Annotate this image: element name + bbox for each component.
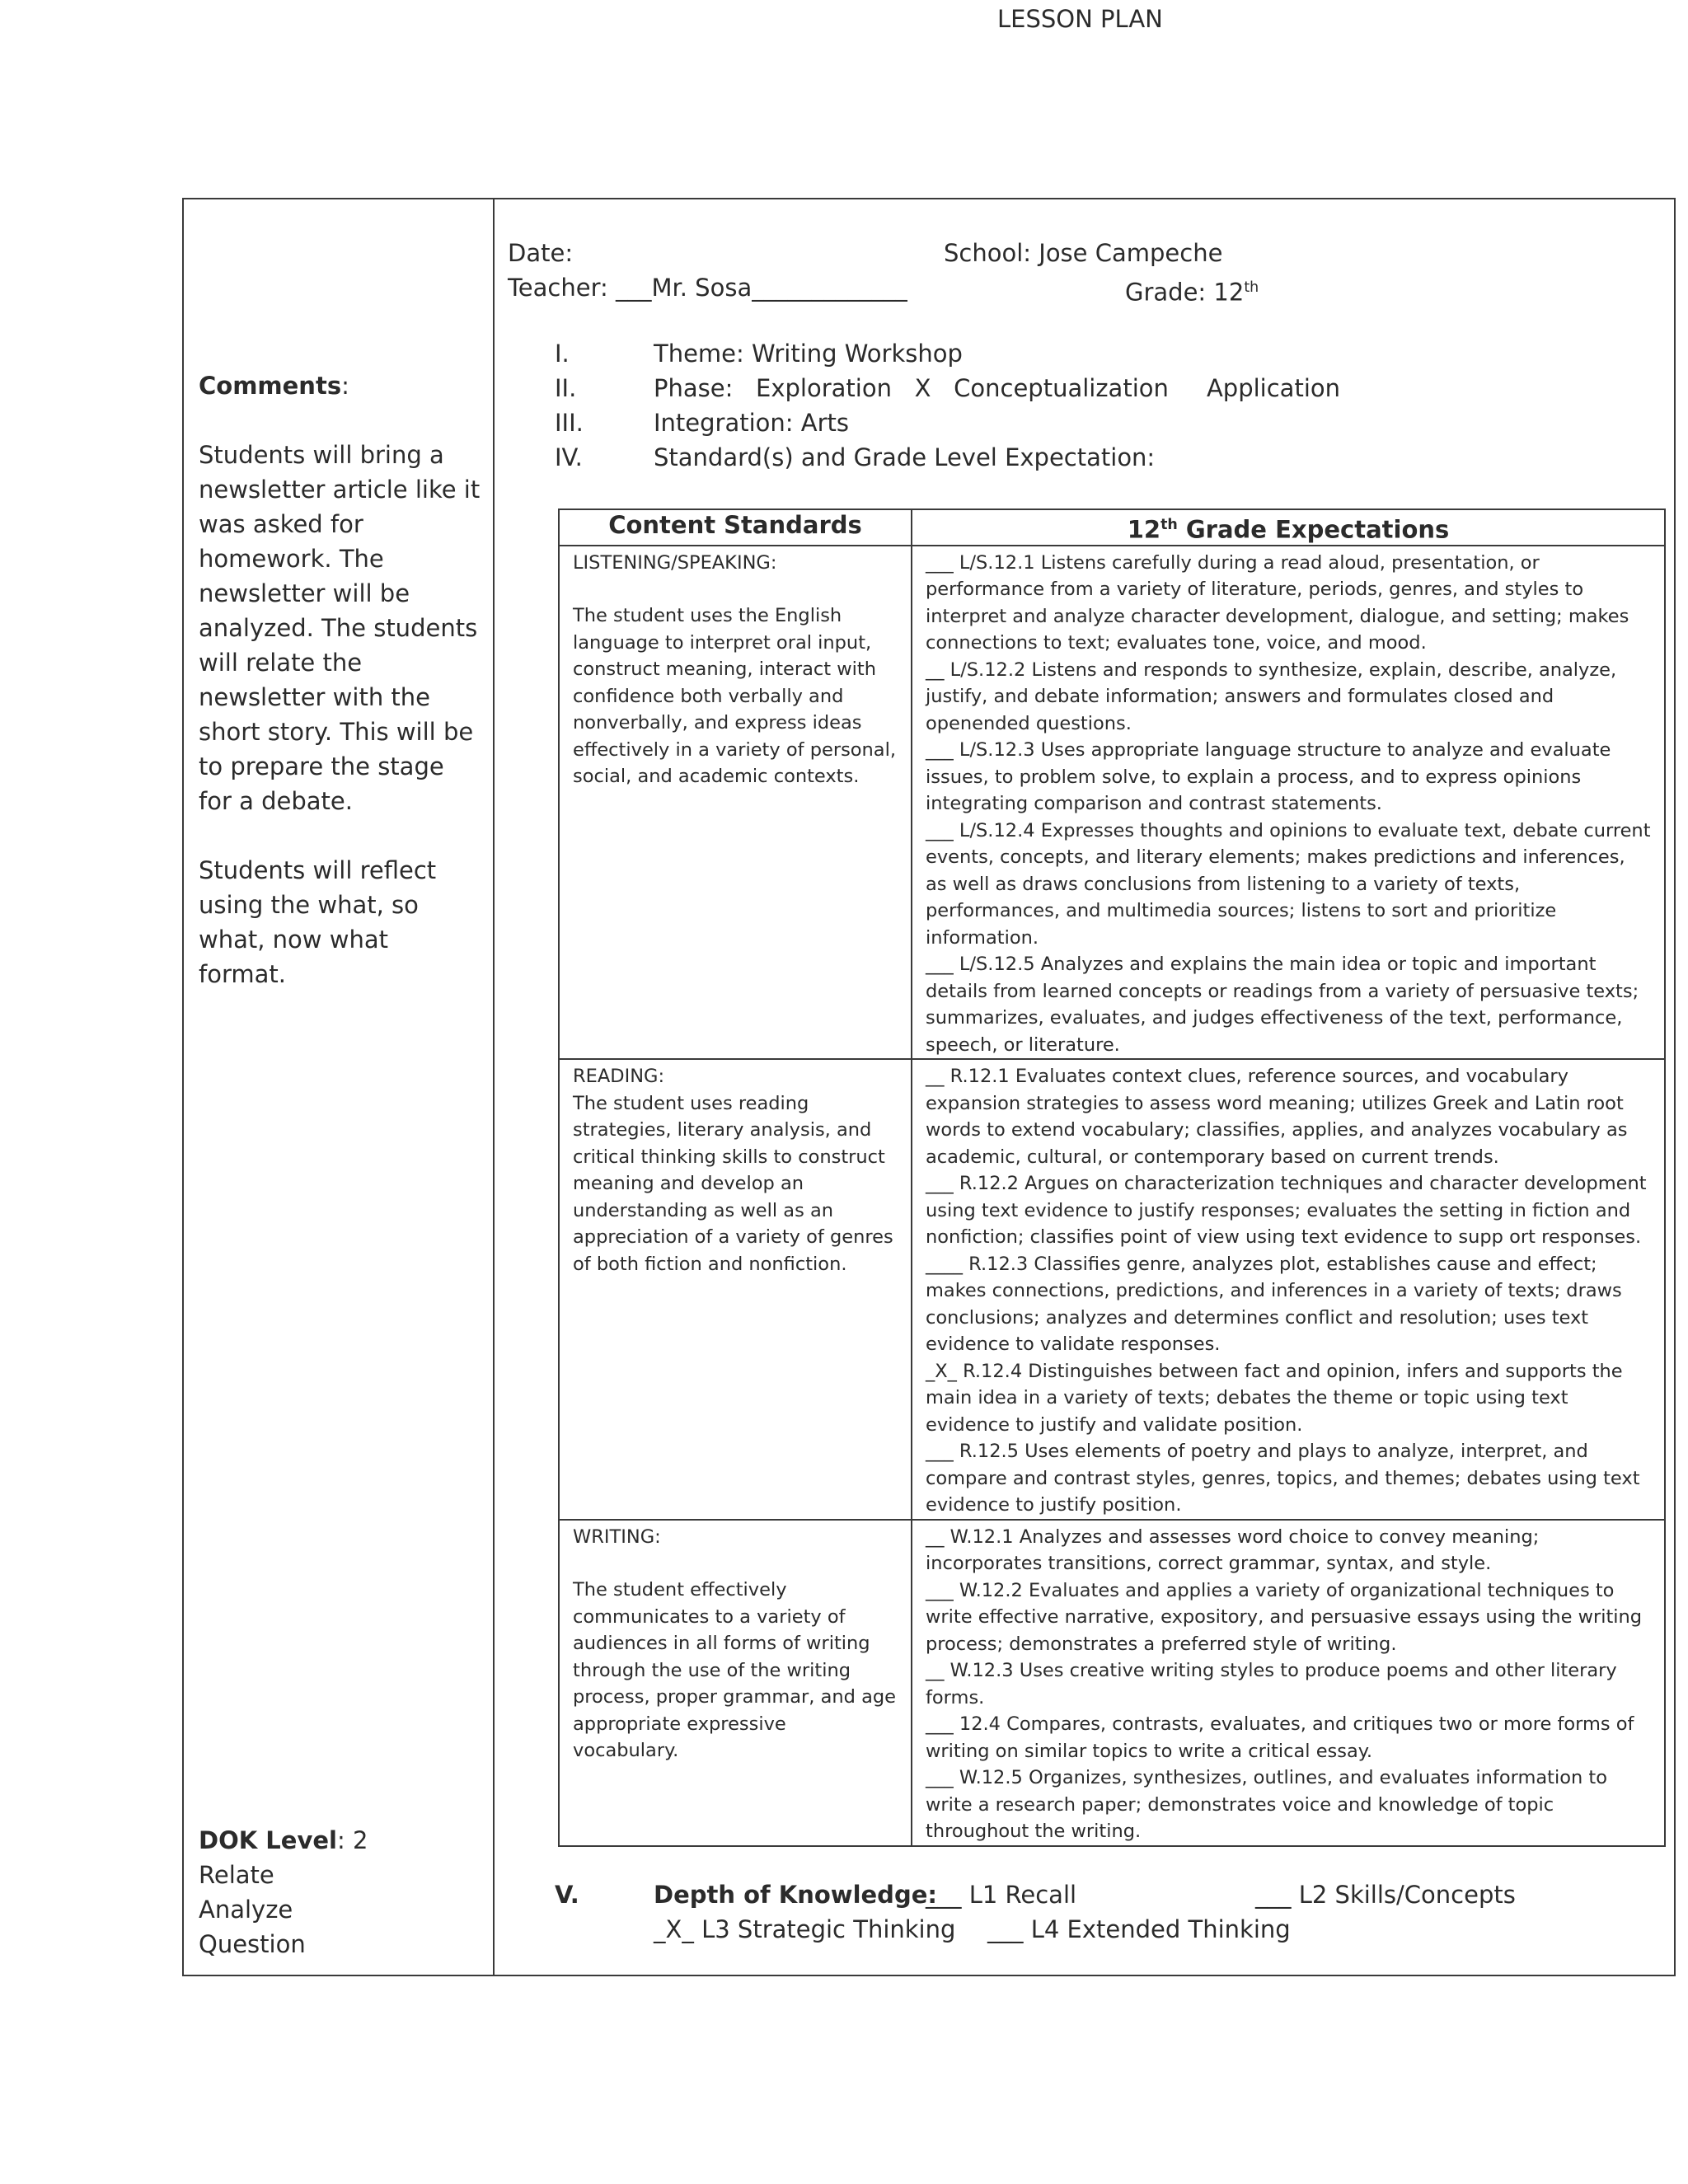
- dok-option-l4: ___ L4 Extended Thinking: [987, 1915, 1291, 1943]
- table-header-row: [559, 509, 1665, 546]
- content-standard-cell: [559, 1520, 912, 1846]
- standard-description: The student uses the English language to interpret oral input, construct meaning, interact with confidence both verbally and nonverbally, and express ideas effectively in a variety of personal, social, and academic contexts.: [573, 605, 897, 788]
- dok-label: Depth of Knowledge:: [654, 1881, 937, 1909]
- expectation-item: __ W.12.1 Analyzes and assesses word choice to convey meaning; incorporates transitions, correct grammar, syntax, and style.: [926, 1526, 1540, 1575]
- table-row: [559, 1520, 1665, 1846]
- dok-option-l3: _X_ L3 Strategic Thinking: [654, 1915, 956, 1943]
- standard-description: The student uses reading strategies, literary analysis, and critical thinking skills to construct meaning and develop an understanding as well as an appreciation of a variety of genres of both fiction and nonfiction.: [573, 1092, 893, 1275]
- page-title: LESSON PLAN: [997, 5, 1163, 33]
- dok-level-section: [199, 1823, 483, 1961]
- standard-category: READING:: [573, 1066, 665, 1088]
- expectations-cell: [912, 1059, 1665, 1520]
- column-header-grade-expectations: 12th Grade Expectations: [912, 509, 1665, 546]
- column-header-content-standards: Content Standards: [559, 509, 912, 546]
- comments-heading: Comments:: [199, 372, 349, 400]
- expectation-item: __ L/S.12.2 Listens and responds to synthesize, explain, describe, analyze, justify, and debate information; answers and formulates closed and openended questions.: [926, 658, 1617, 734]
- section-number: V.: [555, 1881, 579, 1909]
- comments-section: [199, 368, 483, 1026]
- content-standard-cell: [559, 546, 912, 1060]
- lesson-header: [326, 2, 1479, 36]
- dok-option-l2: ___ L2 Skills/Concepts: [1255, 1881, 1516, 1909]
- comments-paragraph-2: Students will reflect using the what, so what, now what format.: [199, 856, 437, 988]
- standard-category: LISTENING/SPEAKING:: [573, 551, 777, 574]
- dok-item: Question: [199, 1930, 306, 1958]
- expectation-item: ___ L/S.12.3 Uses appropriate language structure to analyze and evaluate issues, to problem solve, to explain a process, and to express opinions integrating comparison and contrast statements.: [926, 739, 1611, 815]
- column-divider: [493, 199, 495, 1975]
- standard-description: The student effectively communicates to a variety of audiences in all forms of writing through the use of the writing process, proper grammar, and age appropriate expressive vocabulary.: [573, 1579, 896, 1762]
- table-row: [559, 546, 1665, 1060]
- expectation-item: ___ W.12.5 Organizes, synthesizes, outlines, and evaluates information to write a research paper; demonstrates voice and knowledge of topic throughout the writing.: [926, 1767, 1608, 1843]
- date-label: Date:: [508, 239, 574, 267]
- dok-item: Analyze: [199, 1896, 293, 1924]
- dok-level-heading: DOK Level: 2: [199, 1826, 368, 1854]
- expectation-item: _X_ R.12.4 Distinguishes between fact and opinion, infers and supports the main idea in a variety of texts; debates the theme or topic using text evidence to justify and validate position.: [926, 1360, 1623, 1436]
- school-name: School: Jose Campeche: [944, 239, 1223, 267]
- content-standard-cell: [559, 1059, 912, 1520]
- dok-option-l1: ___ L1 Recall: [926, 1881, 1077, 1909]
- expectation-item: __ W.12.3 Uses creative writing styles to produce poems and other literary forms.: [926, 1660, 1617, 1708]
- standards-table: [558, 509, 1666, 1847]
- expectation-item: ___ L/S.12.1 Listens carefully during a read aloud, presentation, or performance from a variety of literature, periods, genres, and styles to interpret and analyze character development, dialogue, and setting; makes connections to text; evaluates tone, voice, and mood.: [926, 551, 1629, 654]
- grade-level: Grade: 12th: [1125, 278, 1259, 307]
- dok-item: Relate: [199, 1861, 274, 1889]
- expectation-item: __ R.12.1 Evaluates context clues, reference sources, and vocabulary expansion strategies to assess word meaning; utilizes Greek and Latin root words to extend vocabulary; classifies, applies, and analyzes vocabulary as academic, cultural, or contemporary based on current trends.: [926, 1066, 1628, 1168]
- comments-paragraph-1: Students will bring a newsletter article like it was asked for homework. The newsletter will be analyzed. The students will relate the newsletter with the short story. This will be to prepare the stage for a debate.: [199, 441, 481, 815]
- standard-category: WRITING:: [573, 1526, 661, 1548]
- expectations-cell: [912, 546, 1665, 1060]
- teacher-name: Teacher: ___Mr. Sosa_____________: [508, 274, 907, 302]
- expectation-item: ___ L/S.12.4 Expresses thoughts and opinions to evaluate text, debate current events, concepts, and literary elements; makes predictions and inferences, as well as draws conclusions from listening to a variety of texts, performances, and multimedia sources; listens to sort and prioritize information.: [926, 819, 1651, 949]
- expectations-cell: [912, 1520, 1665, 1846]
- expectation-item: ___ R.12.2 Argues on characterization techniques and character development using text evidence to justify responses; evaluates the setting in fiction and nonfiction; classifies point of view using text evidence to supp ort responses.: [926, 1173, 1647, 1249]
- expectation-item: ____ R.12.3 Classifies genre, analyzes plot, establishes cause and effect; makes connections, predictions, and inferences in a variety of texts; draws conclusions; analyzes and determines conflict and resolution; uses text evidence to validate responses.: [926, 1253, 1622, 1356]
- expectation-item: ___ W.12.2 Evaluates and applies a variety of organizational techniques to write effective narrative, expository, and persuasive essays using the writing process; demonstrates a preferred style of writing.: [926, 1579, 1643, 1655]
- expectation-item: ___ 12.4 Compares, contrasts, evaluates, and critiques two or more forms of writing on similar topics to write a critical essay.: [926, 1713, 1634, 1762]
- expectation-item: ___ R.12.5 Uses elements of poetry and plays to analyze, interpret, and compare and contrast styles, genres, topics, and themes; debates using text evidence to justify position.: [926, 1441, 1640, 1516]
- expectation-item: ___ L/S.12.5 Analyzes and explains the main idea or topic and important details from learned concepts or readings from a variety of persuasive texts; summarizes, evaluates, and judges effectiveness of the text, performance, speech, or literature.: [926, 954, 1639, 1056]
- table-row: [559, 1059, 1665, 1520]
